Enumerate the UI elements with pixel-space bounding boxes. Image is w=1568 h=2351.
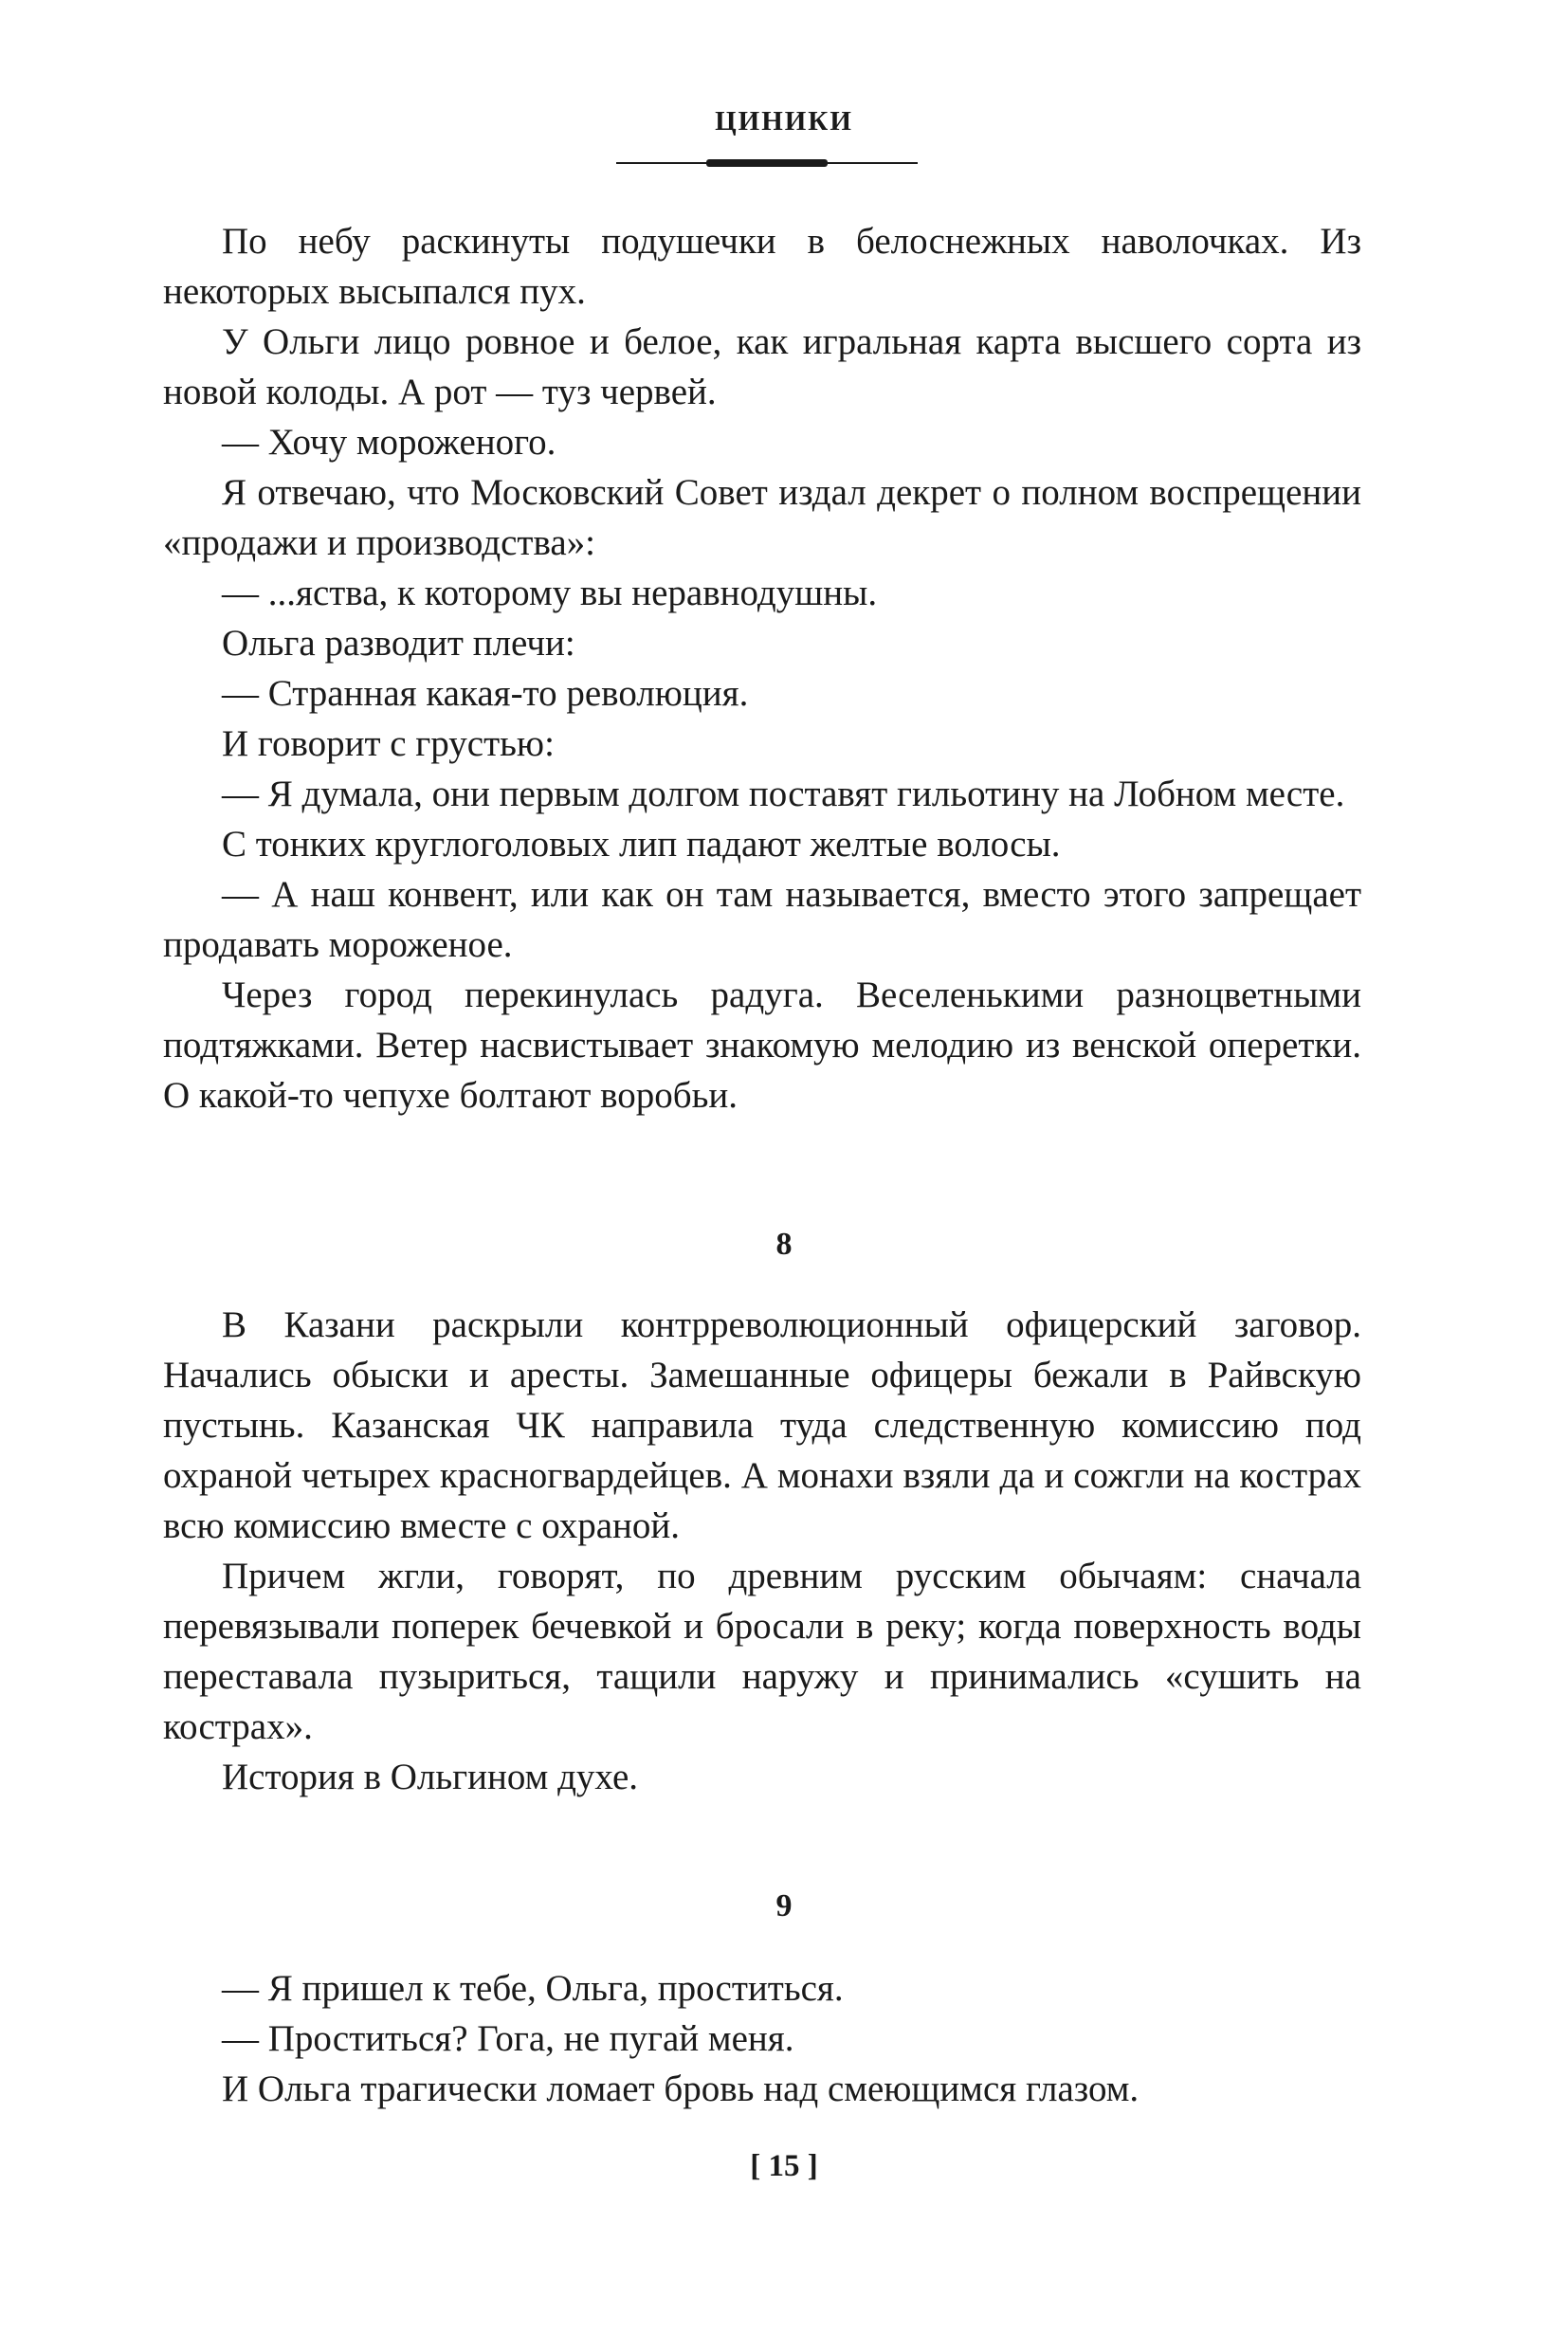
- text-block-section-8: [163, 1300, 1361, 1802]
- paragraph: — Проститься? Гога, не пугай меня.: [222, 2018, 794, 2059]
- paragraph: По небу раскинуты подушечки в белоснежных наволочках. Из некоторых высыпался пух.: [163, 221, 1361, 312]
- paragraph: — Хочу мороженого.: [222, 422, 556, 463]
- paragraph: История в Ольгином духе.: [222, 1757, 638, 1797]
- paragraph: И говорит с грустью:: [222, 723, 555, 764]
- paragraph: Причем жгли, говорят, по древним русским обычаям: сначала перевязывали поперек бечевкой и бросали в реку; когда поверхность воды переставала пузыриться, тащили наружу и принимались «сушить на кострах».: [163, 1556, 1361, 1747]
- paragraph: — ...яства, к которому вы неравнодушны.: [222, 573, 878, 613]
- section-number-8: 8: [775, 1227, 793, 1262]
- running-head: ЦИНИКИ: [715, 106, 853, 137]
- paragraph: С тонких круглоголовых лип падают желтые волосы.: [222, 824, 1061, 865]
- header-rule-ornament: [706, 159, 828, 167]
- page-number: [ 15 ]: [750, 2149, 818, 2183]
- paragraph: В Казани раскрыли контрреволюционный офицерский заговор. Начались обыски и аресты. Замешанные офицеры бежали в Райвскую пустынь. Казанская ЧК направила туда следственную комиссию под охраной четырех красногвардейцев. А монахи взяли да и сожгли на кострах всю комиссию вместе с охраной.: [163, 1304, 1361, 1546]
- paragraph: И Ольга трагически ломает бровь над смеющимся глазом.: [222, 2069, 1140, 2109]
- paragraph: — Странная какая-то революция.: [222, 673, 749, 714]
- text-block-intro: [163, 216, 1361, 1121]
- paragraph: Через город перекинулась радуга. Веселенькими разноцветными подтяжками. Ветер насвистывает знакомую мелодию из венской оперетки. О какой-то чепухе болтают воробьи.: [163, 975, 1361, 1116]
- text-block-section-9: [163, 1963, 1361, 2114]
- paragraph: — Я пришел к тебе, Ольга, проститься.: [222, 1968, 844, 2009]
- paragraph: Ольга разводит плечи:: [222, 623, 575, 664]
- paragraph: — А наш конвент, или как он там называется, вместо этого запрещает продавать мороженое.: [163, 874, 1361, 965]
- paragraph: — Я думала, они первым долгом поставят гильотину на Лобном месте.: [222, 774, 1345, 814]
- paragraph: Я отвечаю, что Московский Совет издал декрет о полном воспрещении «продажи и производства»:: [163, 472, 1361, 563]
- section-number-9: 9: [775, 1888, 793, 1923]
- paragraph: У Ольги лицо ровное и белое, как игральная карта высшего сорта из новой колоды. А рот — туз червей.: [163, 321, 1361, 412]
